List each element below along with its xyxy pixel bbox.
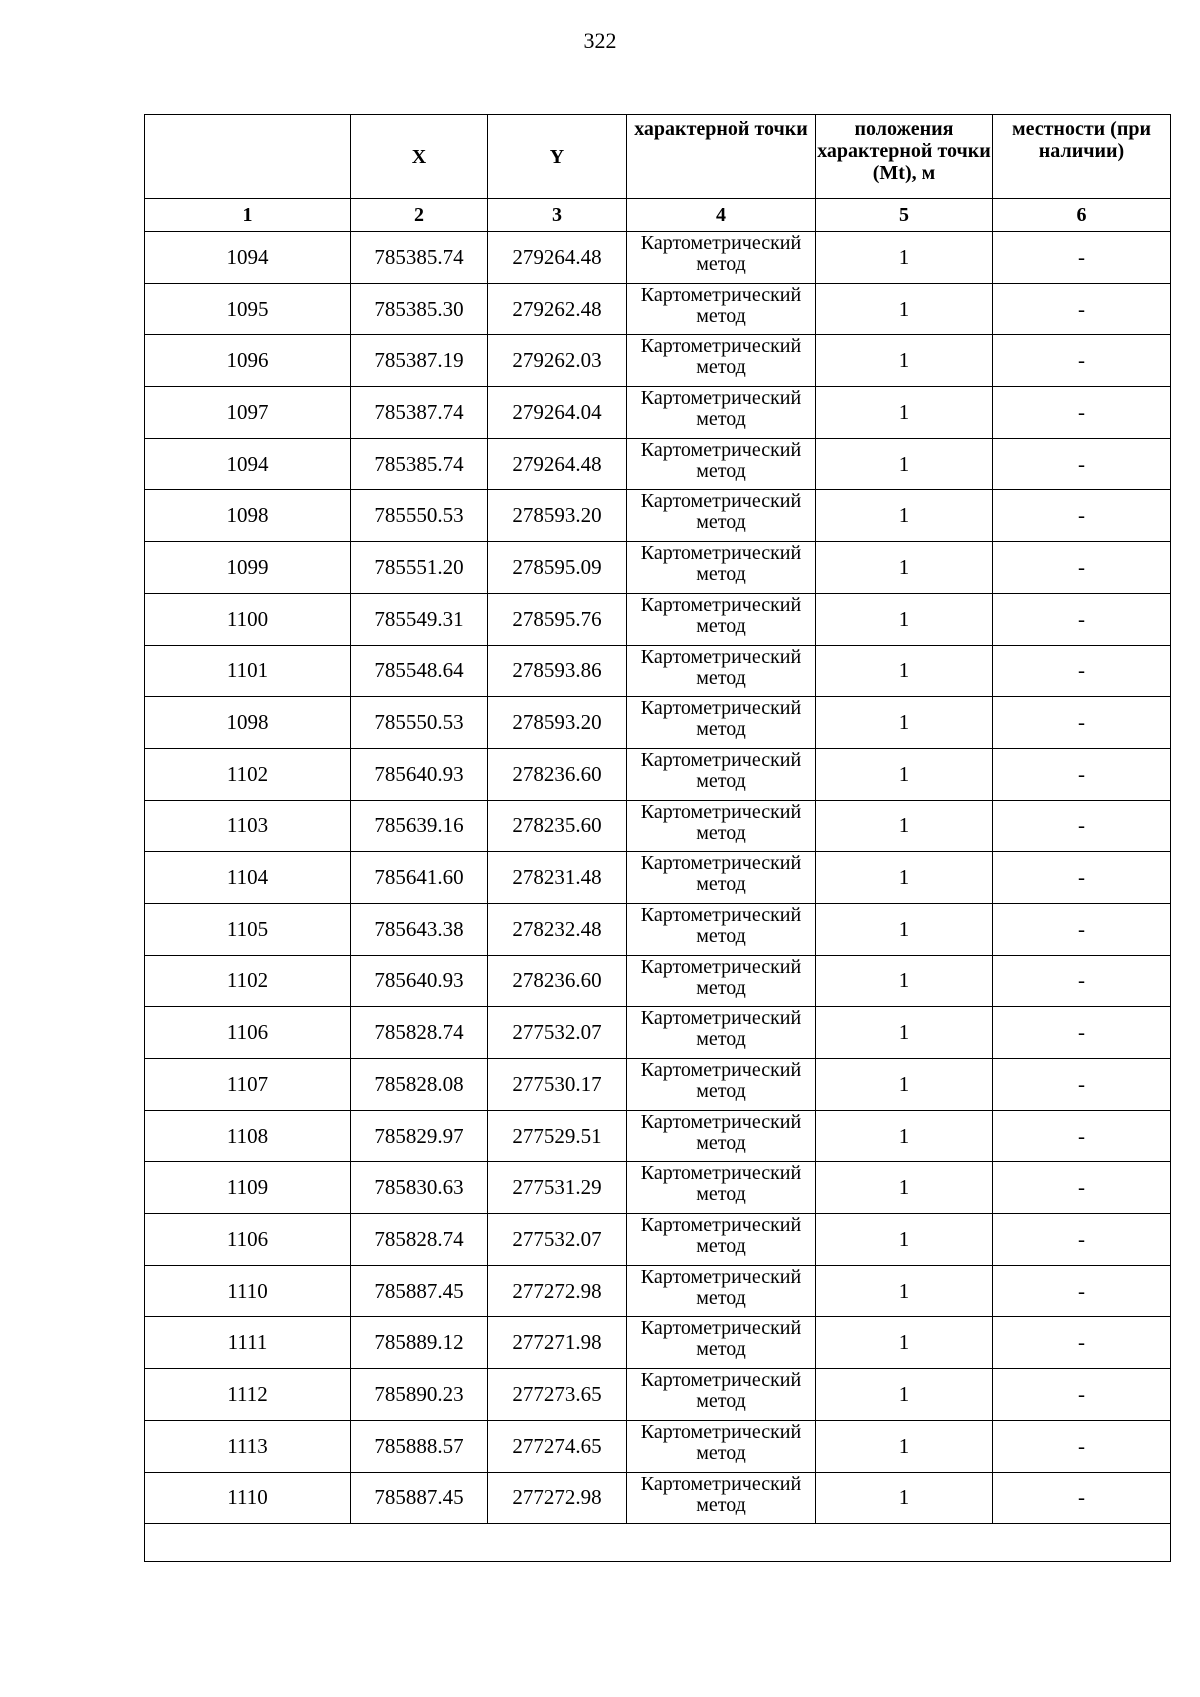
method-line-1: Картометрический xyxy=(640,852,802,875)
description-cell: - xyxy=(993,1110,1171,1162)
method-line-1: Картометрический xyxy=(640,1059,802,1081)
accuracy-cell: 1 xyxy=(816,903,993,955)
table-header-row xyxy=(145,115,1171,199)
accuracy-cell: 1 xyxy=(816,1214,993,1266)
table-row xyxy=(145,645,1171,697)
x-coordinate-cell: 785828.08 xyxy=(351,1059,488,1111)
method-line-1: Картометрический xyxy=(640,903,802,926)
x-coordinate-cell: 785551.20 xyxy=(351,542,488,594)
accuracy-cell: 1 xyxy=(816,283,993,335)
method-line-2: метод xyxy=(696,1338,746,1361)
method-cell xyxy=(627,697,816,749)
x-coordinate-cell: 785889.12 xyxy=(351,1317,488,1369)
table-row xyxy=(145,748,1171,800)
method-line-2: метод xyxy=(696,1183,746,1206)
accuracy-cell: 1 xyxy=(816,1420,993,1472)
y-coordinate-cell: 278595.76 xyxy=(488,593,627,645)
x-coordinate-cell: 785385.74 xyxy=(351,438,488,490)
method-cell xyxy=(627,335,816,387)
method-line-2: метод xyxy=(696,563,746,586)
y-coordinate-cell: 279264.04 xyxy=(488,387,627,439)
accuracy-cell: 1 xyxy=(816,593,993,645)
accuracy-cell: 1 xyxy=(816,438,993,490)
method-line-2: метод xyxy=(696,873,746,896)
method-line-1: Картометрический xyxy=(640,1007,802,1030)
accuracy-cell: 1 xyxy=(816,800,993,852)
table-row xyxy=(145,1162,1171,1214)
description-cell: - xyxy=(993,1007,1171,1059)
y-coordinate-cell: 277532.07 xyxy=(488,1007,627,1059)
description-cell: - xyxy=(993,1369,1171,1421)
method-cell xyxy=(627,593,816,645)
table-row xyxy=(145,1007,1171,1059)
accuracy-cell: 1 xyxy=(816,490,993,542)
header-x: X xyxy=(351,115,488,199)
accuracy-cell: 1 xyxy=(816,852,993,904)
x-coordinate-cell: 785640.93 xyxy=(351,748,488,800)
method-line-1: Картометрический xyxy=(640,1110,802,1133)
column-number: 1 xyxy=(145,199,351,232)
method-cell xyxy=(627,955,816,1007)
description-cell: - xyxy=(993,593,1171,645)
header-accuracy: положения характерной точки (Mt), м xyxy=(816,115,993,199)
header-y: Y xyxy=(488,115,627,199)
table-row xyxy=(145,1110,1171,1162)
table-row xyxy=(145,335,1171,387)
y-coordinate-cell: 279264.48 xyxy=(488,232,627,284)
y-coordinate-cell: 277272.98 xyxy=(488,1472,627,1524)
method-line-2: метод xyxy=(696,718,746,741)
method-cell xyxy=(627,232,816,284)
x-coordinate-cell: 785641.60 xyxy=(351,852,488,904)
point-number-cell: 1105 xyxy=(145,903,351,955)
x-coordinate-cell: 785828.74 xyxy=(351,1214,488,1266)
accuracy-cell: 1 xyxy=(816,232,993,284)
table-row xyxy=(145,955,1171,1007)
method-line-1: Картометрический xyxy=(640,800,802,823)
accuracy-cell: 1 xyxy=(816,955,993,1007)
table-row xyxy=(145,490,1171,542)
method-line-2: метод xyxy=(696,976,746,999)
x-coordinate-cell: 785550.53 xyxy=(351,697,488,749)
method-cell xyxy=(627,748,816,800)
method-line-2: метод xyxy=(696,511,746,534)
description-cell: - xyxy=(993,542,1171,594)
method-line-1: Картометрический xyxy=(640,1265,802,1288)
method-line-2: метод xyxy=(696,769,746,792)
column-number: 4 xyxy=(627,199,816,232)
method-line-2: метод xyxy=(696,356,746,379)
column-number: 3 xyxy=(488,199,627,232)
x-coordinate-cell: 785828.74 xyxy=(351,1007,488,1059)
method-line-1: Картометрический xyxy=(640,748,802,771)
point-number-cell: 1107 xyxy=(145,1059,351,1111)
y-coordinate-cell: 277530.17 xyxy=(488,1059,627,1111)
description-cell: - xyxy=(993,903,1171,955)
point-number-cell: 1100 xyxy=(145,593,351,645)
method-cell xyxy=(627,1420,816,1472)
description-cell: - xyxy=(993,955,1171,1007)
point-number-cell: 1098 xyxy=(145,490,351,542)
method-line-1: Картометрический xyxy=(640,438,802,461)
method-line-1: Картометрический xyxy=(640,645,802,668)
description-cell: - xyxy=(993,1059,1171,1111)
method-line-1: Картометрический xyxy=(640,1214,802,1237)
x-coordinate-cell: 785829.97 xyxy=(351,1110,488,1162)
method-cell xyxy=(627,1162,816,1214)
table-row xyxy=(145,387,1171,439)
x-coordinate-cell: 785640.93 xyxy=(351,955,488,1007)
method-cell xyxy=(627,1265,816,1317)
x-coordinate-cell: 785548.64 xyxy=(351,645,488,697)
method-cell xyxy=(627,852,816,904)
description-cell: - xyxy=(993,852,1171,904)
method-line-1: Картометрический xyxy=(640,1369,802,1392)
method-cell xyxy=(627,1110,816,1162)
method-line-2: метод xyxy=(696,1390,746,1413)
header-method: характерной точки xyxy=(627,115,816,199)
table-row xyxy=(145,1369,1171,1421)
x-coordinate-cell: 785549.31 xyxy=(351,593,488,645)
method-line-2: метод xyxy=(696,304,746,327)
point-number-cell: 1099 xyxy=(145,542,351,594)
description-cell: - xyxy=(993,387,1171,439)
table-body xyxy=(145,232,1171,1562)
y-coordinate-cell: 279264.48 xyxy=(488,438,627,490)
method-cell xyxy=(627,438,816,490)
table-row xyxy=(145,800,1171,852)
point-number-cell: 1102 xyxy=(145,748,351,800)
y-coordinate-cell: 279262.48 xyxy=(488,283,627,335)
description-cell: - xyxy=(993,283,1171,335)
description-cell: - xyxy=(993,232,1171,284)
column-number: 5 xyxy=(816,199,993,232)
y-coordinate-cell: 278231.48 xyxy=(488,852,627,904)
y-coordinate-cell: 278236.60 xyxy=(488,748,627,800)
method-line-1: Картометрический xyxy=(640,542,802,565)
point-number-cell: 1110 xyxy=(145,1265,351,1317)
table-row xyxy=(145,1472,1171,1524)
y-coordinate-cell: 278232.48 xyxy=(488,903,627,955)
method-line-2: метод xyxy=(696,1493,746,1516)
method-cell xyxy=(627,1317,816,1369)
method-line-1: Картометрический xyxy=(640,232,802,254)
header-point-number xyxy=(145,115,351,199)
table-row xyxy=(145,593,1171,645)
x-coordinate-cell: 785639.16 xyxy=(351,800,488,852)
method-cell xyxy=(627,283,816,335)
table-row xyxy=(145,1265,1171,1317)
coordinates-table xyxy=(144,114,1171,1562)
method-cell xyxy=(627,1214,816,1266)
y-coordinate-cell: 278593.86 xyxy=(488,645,627,697)
point-number-cell: 1101 xyxy=(145,645,351,697)
method-line-1: Картометрический xyxy=(640,697,802,720)
y-coordinate-cell: 278595.09 xyxy=(488,542,627,594)
method-cell xyxy=(627,1059,816,1111)
table-row xyxy=(145,438,1171,490)
description-cell: - xyxy=(993,748,1171,800)
method-cell xyxy=(627,1369,816,1421)
method-cell xyxy=(627,387,816,439)
table-row xyxy=(145,542,1171,594)
method-cell xyxy=(627,903,816,955)
accuracy-cell: 1 xyxy=(816,1059,993,1111)
accuracy-cell: 1 xyxy=(816,748,993,800)
y-coordinate-cell: 278235.60 xyxy=(488,800,627,852)
y-coordinate-cell: 277531.29 xyxy=(488,1162,627,1214)
table-row xyxy=(145,1214,1171,1266)
method-line-2: метод xyxy=(696,614,746,637)
method-line-1: Картометрический xyxy=(640,387,802,410)
description-cell: - xyxy=(993,1162,1171,1214)
table-row xyxy=(145,1420,1171,1472)
x-coordinate-cell: 785387.74 xyxy=(351,387,488,439)
method-cell xyxy=(627,490,816,542)
accuracy-cell: 1 xyxy=(816,1265,993,1317)
method-line-2: метод xyxy=(696,1028,746,1051)
table-row xyxy=(145,1317,1171,1369)
empty-row xyxy=(145,1524,1171,1562)
point-number-cell: 1112 xyxy=(145,1369,351,1421)
accuracy-cell: 1 xyxy=(816,1472,993,1524)
method-line-2: метод xyxy=(696,459,746,482)
point-number-cell: 1098 xyxy=(145,697,351,749)
method-line-1: Картометрический xyxy=(640,1472,802,1495)
method-line-2: метод xyxy=(696,666,746,689)
description-cell: - xyxy=(993,335,1171,387)
point-number-cell: 1108 xyxy=(145,1110,351,1162)
point-number-cell: 1106 xyxy=(145,1007,351,1059)
accuracy-cell: 1 xyxy=(816,1162,993,1214)
point-number-cell: 1094 xyxy=(145,232,351,284)
y-coordinate-cell: 277532.07 xyxy=(488,1214,627,1266)
method-line-2: метод xyxy=(696,821,746,844)
description-cell: - xyxy=(993,697,1171,749)
method-cell xyxy=(627,542,816,594)
y-coordinate-cell: 277529.51 xyxy=(488,1110,627,1162)
y-coordinate-cell: 279262.03 xyxy=(488,335,627,387)
y-coordinate-cell: 277273.65 xyxy=(488,1369,627,1421)
x-coordinate-cell: 785385.30 xyxy=(351,283,488,335)
method-line-1: Картометрический xyxy=(640,593,802,616)
point-number-cell: 1094 xyxy=(145,438,351,490)
description-cell: - xyxy=(993,438,1171,490)
y-coordinate-cell: 278593.20 xyxy=(488,490,627,542)
point-number-cell: 1102 xyxy=(145,955,351,1007)
x-coordinate-cell: 785890.23 xyxy=(351,1369,488,1421)
method-line-1: Картометрический xyxy=(640,1317,802,1340)
method-line-2: метод xyxy=(696,1286,746,1309)
point-number-cell: 1110 xyxy=(145,1472,351,1524)
accuracy-cell: 1 xyxy=(816,335,993,387)
accuracy-cell: 1 xyxy=(816,387,993,439)
empty-cell xyxy=(145,1524,1171,1562)
description-cell: - xyxy=(993,1214,1171,1266)
point-number-cell: 1111 xyxy=(145,1317,351,1369)
x-coordinate-cell: 785887.45 xyxy=(351,1265,488,1317)
accuracy-cell: 1 xyxy=(816,697,993,749)
table-row xyxy=(145,232,1171,284)
x-coordinate-cell: 785550.53 xyxy=(351,490,488,542)
point-number-cell: 1103 xyxy=(145,800,351,852)
accuracy-cell: 1 xyxy=(816,645,993,697)
method-line-1: Картометрический xyxy=(640,1420,802,1443)
method-line-1: Картометрический xyxy=(640,335,802,358)
point-number-cell: 1104 xyxy=(145,852,351,904)
x-coordinate-cell: 785387.19 xyxy=(351,335,488,387)
point-number-cell: 1097 xyxy=(145,387,351,439)
column-number-row xyxy=(145,199,1171,232)
table-row xyxy=(145,697,1171,749)
y-coordinate-cell: 278593.20 xyxy=(488,697,627,749)
table-row xyxy=(145,283,1171,335)
y-coordinate-cell: 277272.98 xyxy=(488,1265,627,1317)
table-row xyxy=(145,1059,1171,1111)
method-cell xyxy=(627,1472,816,1524)
method-cell xyxy=(627,800,816,852)
point-number-cell: 1106 xyxy=(145,1214,351,1266)
accuracy-cell: 1 xyxy=(816,1317,993,1369)
x-coordinate-cell: 785888.57 xyxy=(351,1420,488,1472)
y-coordinate-cell: 277274.65 xyxy=(488,1420,627,1472)
method-line-2: метод xyxy=(696,924,746,947)
method-cell xyxy=(627,1007,816,1059)
x-coordinate-cell: 785643.38 xyxy=(351,903,488,955)
column-number: 2 xyxy=(351,199,488,232)
description-cell: - xyxy=(993,1472,1171,1524)
method-line-1: Картометрический xyxy=(640,1162,802,1185)
description-cell: - xyxy=(993,1265,1171,1317)
method-line-2: метод xyxy=(696,1441,746,1464)
point-number-cell: 1095 xyxy=(145,283,351,335)
description-cell: - xyxy=(993,800,1171,852)
accuracy-cell: 1 xyxy=(816,1007,993,1059)
x-coordinate-cell: 785887.45 xyxy=(351,1472,488,1524)
description-cell: - xyxy=(993,490,1171,542)
accuracy-cell: 1 xyxy=(816,1369,993,1421)
table-row xyxy=(145,903,1171,955)
column-number: 6 xyxy=(993,199,1171,232)
description-cell: - xyxy=(993,1420,1171,1472)
method-line-1: Картометрический xyxy=(640,955,802,978)
method-line-2: метод xyxy=(696,408,746,431)
description-cell: - xyxy=(993,645,1171,697)
page-number: 322 xyxy=(583,28,617,53)
method-line-2: метод xyxy=(696,1235,746,1258)
x-coordinate-cell: 785385.74 xyxy=(351,232,488,284)
method-line-2: метод xyxy=(696,253,746,275)
header-description: местности (при наличии) xyxy=(993,115,1171,199)
accuracy-cell: 1 xyxy=(816,542,993,594)
method-line-2: метод xyxy=(696,1131,746,1154)
method-line-2: метод xyxy=(696,1080,746,1102)
point-number-cell: 1113 xyxy=(145,1420,351,1472)
method-line-1: Картометрический xyxy=(640,490,802,513)
method-line-1: Картометрический xyxy=(640,283,802,306)
description-cell: - xyxy=(993,1317,1171,1369)
method-cell xyxy=(627,645,816,697)
x-coordinate-cell: 785830.63 xyxy=(351,1162,488,1214)
point-number-cell: 1096 xyxy=(145,335,351,387)
point-number-cell: 1109 xyxy=(145,1162,351,1214)
accuracy-cell: 1 xyxy=(816,1110,993,1162)
y-coordinate-cell: 278236.60 xyxy=(488,955,627,1007)
table-row xyxy=(145,852,1171,904)
y-coordinate-cell: 277271.98 xyxy=(488,1317,627,1369)
